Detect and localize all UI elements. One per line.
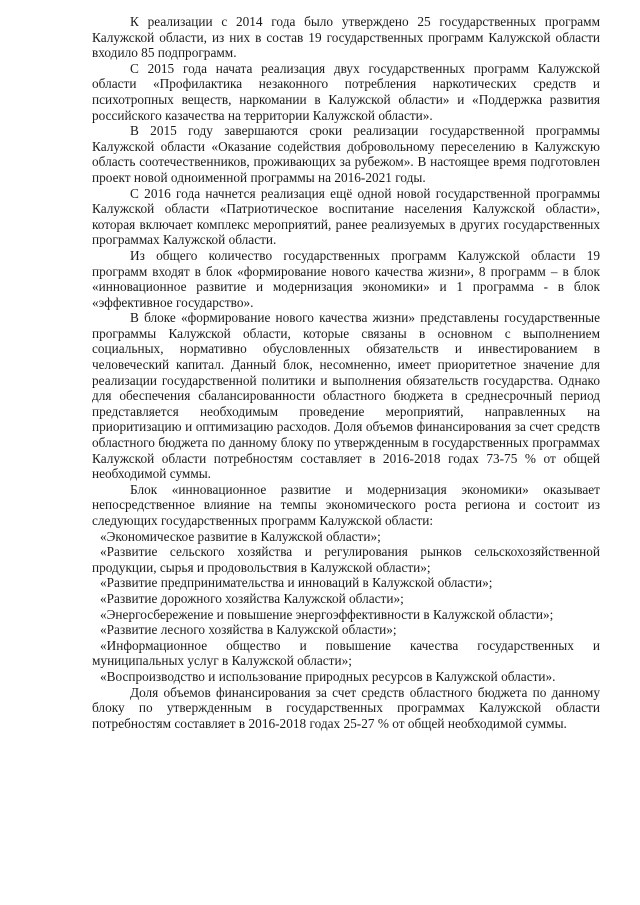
program-list-item: «Экономическое развитие в Калужской области»; [100, 528, 381, 544]
paragraph-innovation-block: Блок «инновационное развитие и модернизация экономики» оказывает непосредственное влияние на темпы экономического роста региона и состоит из следующих государственных программ Калужской области: [92, 481, 600, 528]
program-list-item: «Энергосбережение и повышение энергоэффективности в Калужской области»; [100, 606, 554, 622]
paragraph-2016-start: С 2016 года начнется реализация ещё одной новой государственной программы Калужской области «Патриотическое воспитание населения Калужской области», которая включает комплекс мероприятий, ранее реализуемых в других государственных программах Калужской области. [92, 185, 600, 248]
paragraph-2015-start: С 2015 года начата реализация двух государственных программ Калужской области «Профилактика незаконного потребления наркотических средств и психотропных веществ, наркомании в Калужской области» и «Поддержка развития российского казачества на территории Калужской области». [92, 60, 600, 123]
program-list-item: «Развитие лесного хозяйства в Калужской области»; [100, 622, 397, 638]
program-list-item: «Информационное общество и повышение качества государственных и муниципальных услуг в Калужской области»; [92, 637, 600, 669]
program-list-item: «Развитие предпринимательства и инноваций в Калужской области»; [100, 575, 493, 591]
paragraph-2015-end: В 2015 году завершаются сроки реализации государственной программы Калужской области «Оказание содействия добровольному переселению в Калужскую область соотечественников, проживающих за рубежом». В настоящее время подготовлен проект новой одноименной программы на 2016-2021 годы. [92, 123, 600, 185]
program-list-item: «Воспроизводство и использование природных ресурсов в Калужской области». [100, 668, 556, 684]
paragraph-quality-of-life-block: В блоке «формирование нового качества жизни» представлены государственные программы Калужской области, которые связаны в основном с выполнением социальных, нормативно обусловленных обязательств и инвестированием в человеческий капитал. Данный блок, несомненно, имеет приоритетное значение для реализации государственной политики и выполнения обязательств государства. Однако для обеспечения сбалансированности областного бюджета в среднесрочный период представляется необходимым проведение мероприятий, направленных на приоритизацию и оптимизацию расходов. Доля объемов финансирования за счет средств областного бюджета по данному блоку по утвержденным в государственных программах Калужской области потребностям составляет в 2016-2018 годах 73-75 % от общей необходимой суммы. [92, 310, 600, 482]
paragraph-blocks-split: Из общего количество государственных программ Калужской области 19 программ входят в блок «формирование нового качества жизни», 8 программ – в блок «инновационное развитие и модернизация экономики» и 1 программа - в блок «эффективное государство». [92, 247, 600, 310]
program-list-item: «Развитие сельского хозяйства и регулирования рынков сельскохозяйственной продукции, сырья и продовольствия в Калужской области»; [92, 544, 600, 575]
paragraph-programs-count: К реализации с 2014 года было утверждено 25 государственных программ Калужской области, из них в состав 19 государственных программ Калужской области входило 85 подпрограмм. [92, 14, 600, 61]
paragraph-closing-share: Доля объемов финансирования за счет средств областного бюджета по данному блоку по утвержденным в государственных программах Калужской области потребностям составляет в 2016-2018 годах 25-27 % от общей необходимой суммы. [92, 684, 600, 731]
program-list-item: «Развитие дорожного хозяйства Калужской области»; [100, 590, 404, 606]
